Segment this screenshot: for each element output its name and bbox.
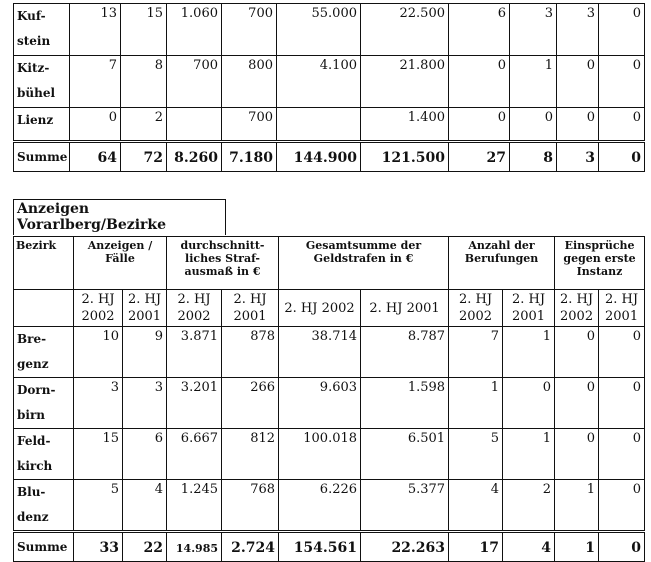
cell: 3.201 [167,378,222,429]
period-label: 2. HJ 2001 [222,290,279,327]
district-name: Lienz [14,108,70,142]
empty-cell [14,290,74,327]
cell: 0 [510,108,557,142]
cell: 0 [557,108,599,142]
cell: 1.400 [361,108,449,142]
period-label: 2. HJ 2001 [503,290,555,327]
period-label: 2. HJ 2002 [74,290,123,327]
cell: 5.377 [361,480,449,532]
cell: 21.800 [361,56,449,108]
district-table-top [13,3,645,172]
district-name: Kitz- bühel [14,56,70,108]
cell: 2 [121,108,167,142]
cell: 15 [121,4,167,56]
cell: 22.500 [361,4,449,56]
section-title [13,199,226,235]
cell: 1 [510,56,557,108]
cell: 3 [74,378,123,429]
cell: 6 [123,429,167,480]
cell: 700 [167,56,222,108]
cell: 2.724 [222,532,279,562]
cell: 1 [503,429,555,480]
cell: 4 [449,480,503,532]
table-row [14,327,645,378]
district-name: Kuf- stein [14,4,70,56]
cell: 144.900 [277,142,361,172]
cell: 800 [222,56,277,108]
cell: 8.260 [167,142,222,172]
cell: 14.985 [167,532,222,562]
district-name: Blu- denz [14,480,74,532]
cell: 1 [503,327,555,378]
cell: 4.100 [277,56,361,108]
section-title-line2: Vorarlberg/Bezirke [17,217,167,233]
cell: 8.787 [361,327,449,378]
cell: 0 [449,108,510,142]
cell: 0 [555,429,599,480]
cell: 3 [510,4,557,56]
period-label: 2. HJ 2002 [555,290,599,327]
table-row [14,56,645,108]
section-title-line1: Anzeigen [17,201,90,217]
cell: 7 [70,56,121,108]
cell: 33 [74,532,123,562]
cell: 72 [121,142,167,172]
cell: 6.501 [361,429,449,480]
cell: 7.180 [222,142,277,172]
cell: 1.598 [361,378,449,429]
table-row [14,480,645,532]
cell: 0 [503,378,555,429]
period-label: 2. HJ 2001 [361,290,449,327]
cell: 38.714 [279,327,361,378]
cell: 700 [222,108,277,142]
period-label: 2. HJ 2001 [599,290,645,327]
table-row [14,4,645,56]
cell: 64 [70,142,121,172]
cell: 5 [74,480,123,532]
header-bezirk: Bezirk [14,237,74,290]
cell: 154.561 [279,532,361,562]
cell: 8 [121,56,167,108]
cell: 3 [557,142,599,172]
cell: 4 [503,532,555,562]
header-anzeigen: Anzeigen / Fälle [74,237,167,290]
cell: 9 [123,327,167,378]
cell: 1.060 [167,4,222,56]
period-label: 2. HJ 2002 [449,290,503,327]
district-table-vorarlberg [13,236,645,562]
header-strafausmass: durchschnitt-liches Straf-ausmaß in € [167,237,279,290]
cell: 15 [74,429,123,480]
header-geldstrafen: Gesamtsumme der Geldstrafen in € [279,237,449,290]
cell: 0 [557,56,599,108]
cell: 768 [222,480,279,532]
cell: 27 [449,142,510,172]
period-label: 2. HJ 2001 [123,290,167,327]
table-row [14,108,645,142]
table-row [14,429,645,480]
cell [167,108,222,142]
cell: 1 [555,532,599,562]
cell: 0 [70,108,121,142]
cell: 3 [557,4,599,56]
cell: 121.500 [361,142,449,172]
cell: 0 [449,56,510,108]
cell: 22 [123,532,167,562]
cell: 0 [599,429,645,480]
header-berufungen: Anzahl der Berufungen [449,237,555,290]
cell: 6 [449,4,510,56]
cell: 10 [74,327,123,378]
cell: 266 [222,378,279,429]
cell: 7 [449,327,503,378]
cell: 1 [449,378,503,429]
cell: 17 [449,532,503,562]
cell: 812 [222,429,279,480]
cell: 0 [599,142,645,172]
cell: 1 [555,480,599,532]
period-label: 2. HJ 2002 [279,290,361,327]
cell: 5 [449,429,503,480]
cell: 100.018 [279,429,361,480]
cell: 0 [599,56,645,108]
sum-label: Summe [14,532,74,562]
header-einsprueche: Einsprüche gegen erste Instanz [555,237,645,290]
cell: 13 [70,4,121,56]
cell: 9.603 [279,378,361,429]
cell: 1.245 [167,480,222,532]
cell: 3.871 [167,327,222,378]
cell: 0 [599,327,645,378]
cell: 4 [123,480,167,532]
cell: 0 [599,480,645,532]
district-name: Feld- kirch [14,429,74,480]
period-label: 2. HJ 2002 [167,290,222,327]
header-row [14,237,645,290]
sum-label: Summe [14,142,70,172]
cell: 878 [222,327,279,378]
district-name: Bre- genz [14,327,74,378]
cell: 6.226 [279,480,361,532]
table-row [14,378,645,429]
cell: 0 [599,378,645,429]
cell: 0 [599,108,645,142]
district-name: Dorn- birn [14,378,74,429]
sum-row [14,532,645,562]
cell: 0 [555,327,599,378]
cell: 2 [503,480,555,532]
period-row [14,290,645,327]
cell: 3 [123,378,167,429]
cell: 700 [222,4,277,56]
cell: 8 [510,142,557,172]
cell: 22.263 [361,532,449,562]
cell: 0 [555,378,599,429]
cell: 55.000 [277,4,361,56]
cell: 0 [599,532,645,562]
cell: 0 [599,4,645,56]
sum-row [14,142,645,172]
cell [277,108,361,142]
cell: 6.667 [167,429,222,480]
